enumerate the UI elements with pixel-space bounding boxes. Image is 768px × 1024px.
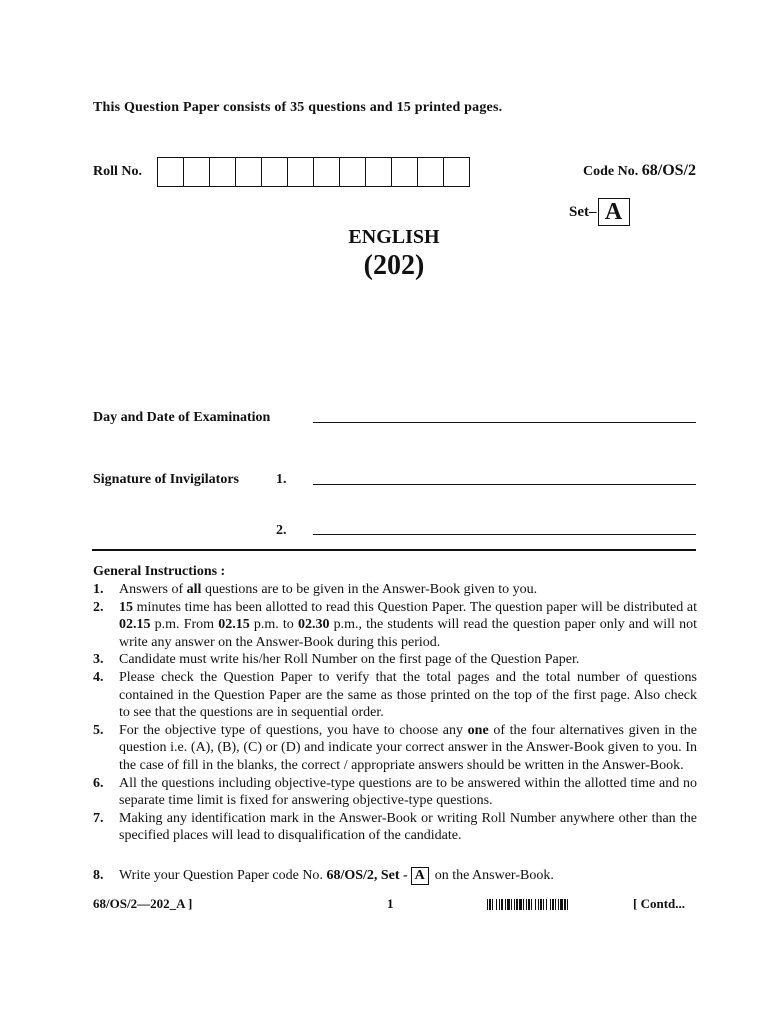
- roll-number-box: [183, 157, 210, 187]
- day-date-line: [313, 422, 696, 423]
- set-label: Set–: [569, 203, 597, 220]
- instruction-text: Candidate must write his/her Roll Number on the first page of the Question Paper.: [119, 652, 580, 668]
- roll-number-box: [313, 157, 340, 187]
- page-number: 1: [387, 896, 394, 911]
- signature-1-number: 1.: [276, 472, 287, 487]
- footer-paper-code: 68/OS/2—202_A ]: [93, 896, 193, 911]
- set-code-box: A: [411, 867, 429, 885]
- instruction-item: [93, 669, 697, 722]
- instruction-item: [93, 651, 697, 669]
- roll-number-box: [443, 157, 470, 187]
- roll-number-boxes: [157, 157, 470, 187]
- continued-label: [ Contd...: [633, 896, 686, 911]
- instruction-number: 7.: [93, 810, 104, 826]
- code-label: Code No.: [583, 164, 639, 179]
- instruction-text: Making any identification mark in the Answer-Book or writing Roll Number anywhere other than the specified places will lead to disqualification of the candidate.: [119, 810, 697, 844]
- signature-1-line: [313, 484, 696, 485]
- signature-2-number: 2.: [276, 523, 287, 538]
- barcode-image: [487, 899, 615, 910]
- subject-name: ENGLISH: [348, 226, 440, 248]
- code-number: [583, 162, 696, 180]
- general-instructions-title: General Instructions :: [93, 564, 226, 579]
- instruction-text: All the questions including objective-type questions are to be answered within the allotted time and no separate time limit is fixed for answering objective-type questions.: [119, 775, 697, 809]
- roll-number-box: [235, 157, 262, 187]
- code-value: 68/OS/2: [641, 162, 696, 179]
- instruction-number: 5.: [93, 722, 104, 738]
- roll-number-box: [339, 157, 366, 187]
- instruction-text: Please check the Question Paper to verify that the total pages and the total number of questions contained in the Question Paper are the same as those printed on the top of the first page. Also check to see that the questions are in sequential order.: [119, 669, 697, 721]
- instruction-number: 6.: [93, 775, 104, 791]
- roll-number-box: [365, 157, 392, 187]
- instruction-item: [93, 775, 697, 810]
- instruction-item: [93, 722, 697, 775]
- roll-number-box: [287, 157, 314, 187]
- instruction-item: [93, 810, 697, 845]
- instruction-number: 2.: [93, 599, 104, 615]
- instruction-item: [93, 581, 697, 599]
- roll-number-label: Roll No.: [93, 164, 142, 179]
- roll-number-box: [261, 157, 288, 187]
- signature-2-line: [313, 534, 696, 535]
- instruction-text: For the objective type of questions, you have to choose any one of the four alternatives given in the question i.e. (A), (B), (C) or (D) and indicate your correct answer in the Answer-Book given to you. In the case of fill in the blanks, the correct / appropriate answers should be written in the Answer-Book.: [119, 722, 697, 773]
- roll-number-box: [391, 157, 418, 187]
- roll-number-box: [209, 157, 236, 187]
- day-date-label: Day and Date of Examination: [93, 410, 271, 425]
- instruction-number: 4.: [93, 669, 104, 685]
- set-indicator: [569, 198, 630, 226]
- instructions-list: [93, 581, 697, 845]
- instruction-item: [93, 867, 697, 885]
- instruction-text: 15 minutes time has been allotted to read this Question Paper. The question paper will be distributed at 02.15 p.m. From 02.15 p.m. to 02.30 p.m., the students will read the question paper only and will not write any answer on the Answer-Book during this period.: [119, 599, 697, 650]
- paper-info-line: This Question Paper consists of 35 questions and 15 printed pages.: [93, 100, 503, 115]
- instructions-divider: [92, 549, 696, 551]
- instruction-item: [93, 599, 697, 652]
- roll-number-box: [157, 157, 184, 187]
- roll-number-box: [417, 157, 444, 187]
- instruction-number: 1.: [93, 582, 104, 597]
- subject-code: (202): [363, 250, 425, 281]
- signature-label: Signature of Invigilators: [93, 472, 239, 487]
- instruction-number: 3.: [93, 652, 104, 668]
- instruction-number: 8.: [93, 868, 104, 883]
- instruction-text: Answers of all questions are to be given in the Answer-Book given to you.: [119, 582, 538, 597]
- set-value-box: A: [598, 198, 630, 226]
- instruction-text: Write your Question Paper code No. 68/OS/2, Set - A on the Answer-Book.: [119, 868, 554, 883]
